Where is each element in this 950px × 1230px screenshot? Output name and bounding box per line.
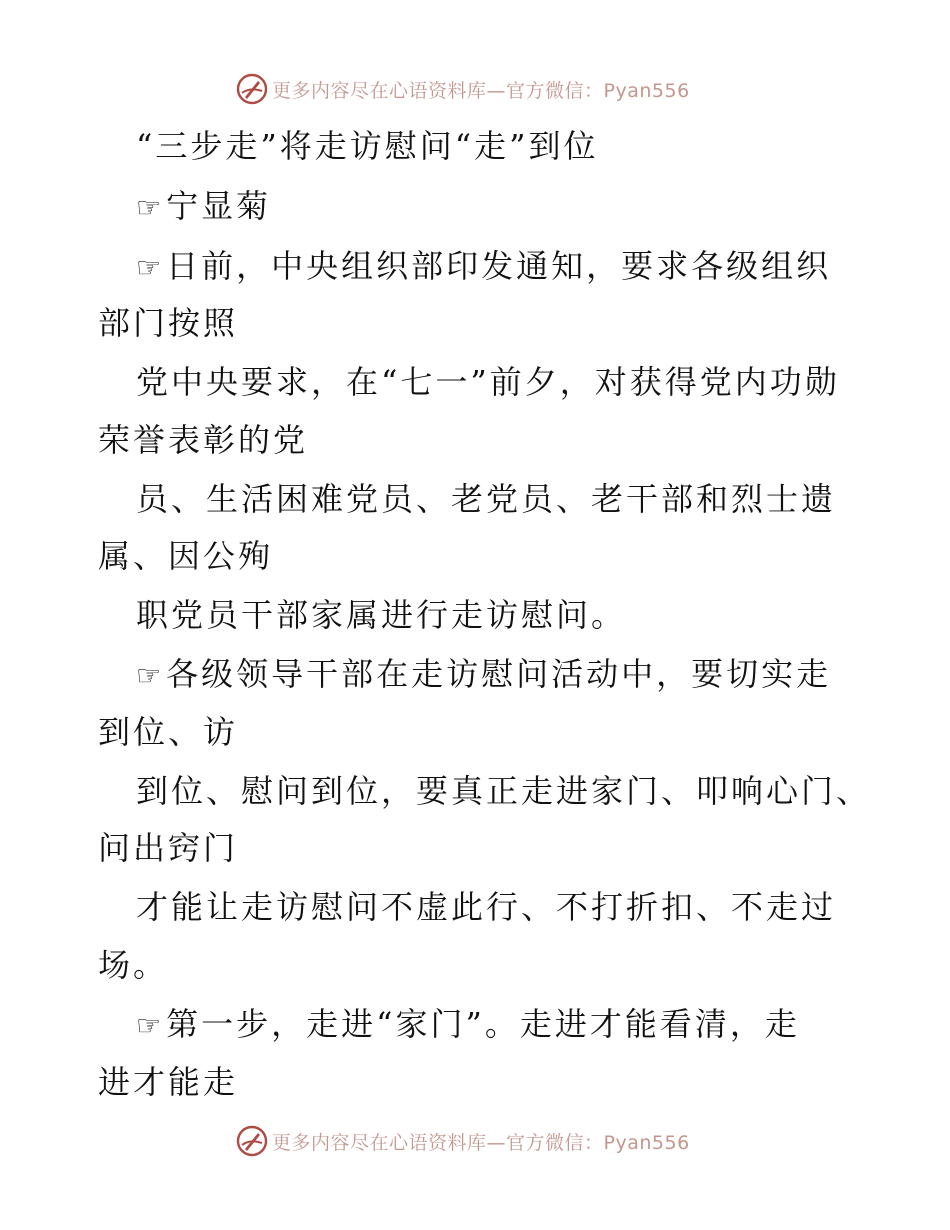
paragraph-line: 到位、慰问到位，要真正走进家门、叩响心门、	[136, 772, 872, 810]
watermark-text: 更多内容尽在心语资料库—官方微信：Pyan556	[272, 79, 690, 102]
pointing-hand-icon: ☞	[136, 191, 165, 224]
paragraph-line: 属、因公殉	[98, 537, 274, 575]
paragraph-line: ☞日前，中央组织部印发通知，要求各级组织	[136, 246, 831, 288]
paragraph-line: 才能让走访慰问不虚此行、不打折扣、不走过	[136, 888, 837, 926]
paragraph-line: 场。	[98, 946, 169, 984]
paragraph-line: 进才能走	[98, 1063, 239, 1101]
paragraph-line: 部门按照	[98, 304, 239, 342]
watermark-banner-bottom	[236, 1124, 716, 1158]
paragraph-line: 员、生活困难党员、老党员、老干部和烈士遗	[136, 480, 837, 518]
pointing-hand-icon: ☞	[136, 659, 165, 692]
paragraph-line: 到位、访	[98, 713, 239, 751]
author-line: ☞宁显菊	[136, 186, 271, 228]
paragraph-line: 职党员干部家属进行走访慰问。	[136, 596, 627, 634]
paragraph-line: ☞各级领导干部在走访慰问活动中，要切实走	[136, 654, 831, 696]
pointing-hand-icon: ☞	[136, 251, 165, 284]
quill-logo-icon	[236, 1125, 268, 1157]
pointing-hand-icon: ☞	[136, 1009, 165, 1042]
paragraph-line: 问出窍门	[98, 829, 239, 867]
paragraph-line: 荣誉表彰的党	[98, 421, 309, 459]
paragraph-line: ☞第一步，走进“家门”。走进才能看清，走	[136, 1004, 800, 1046]
paragraph-line: 党中央要求，在“七一”前夕，对获得党内功勋	[136, 363, 840, 401]
document-title: “三步走”将走访慰问“走”到位	[136, 127, 599, 165]
watermark-text: 更多内容尽在心语资料库—官方微信：Pyan556	[272, 1131, 690, 1154]
